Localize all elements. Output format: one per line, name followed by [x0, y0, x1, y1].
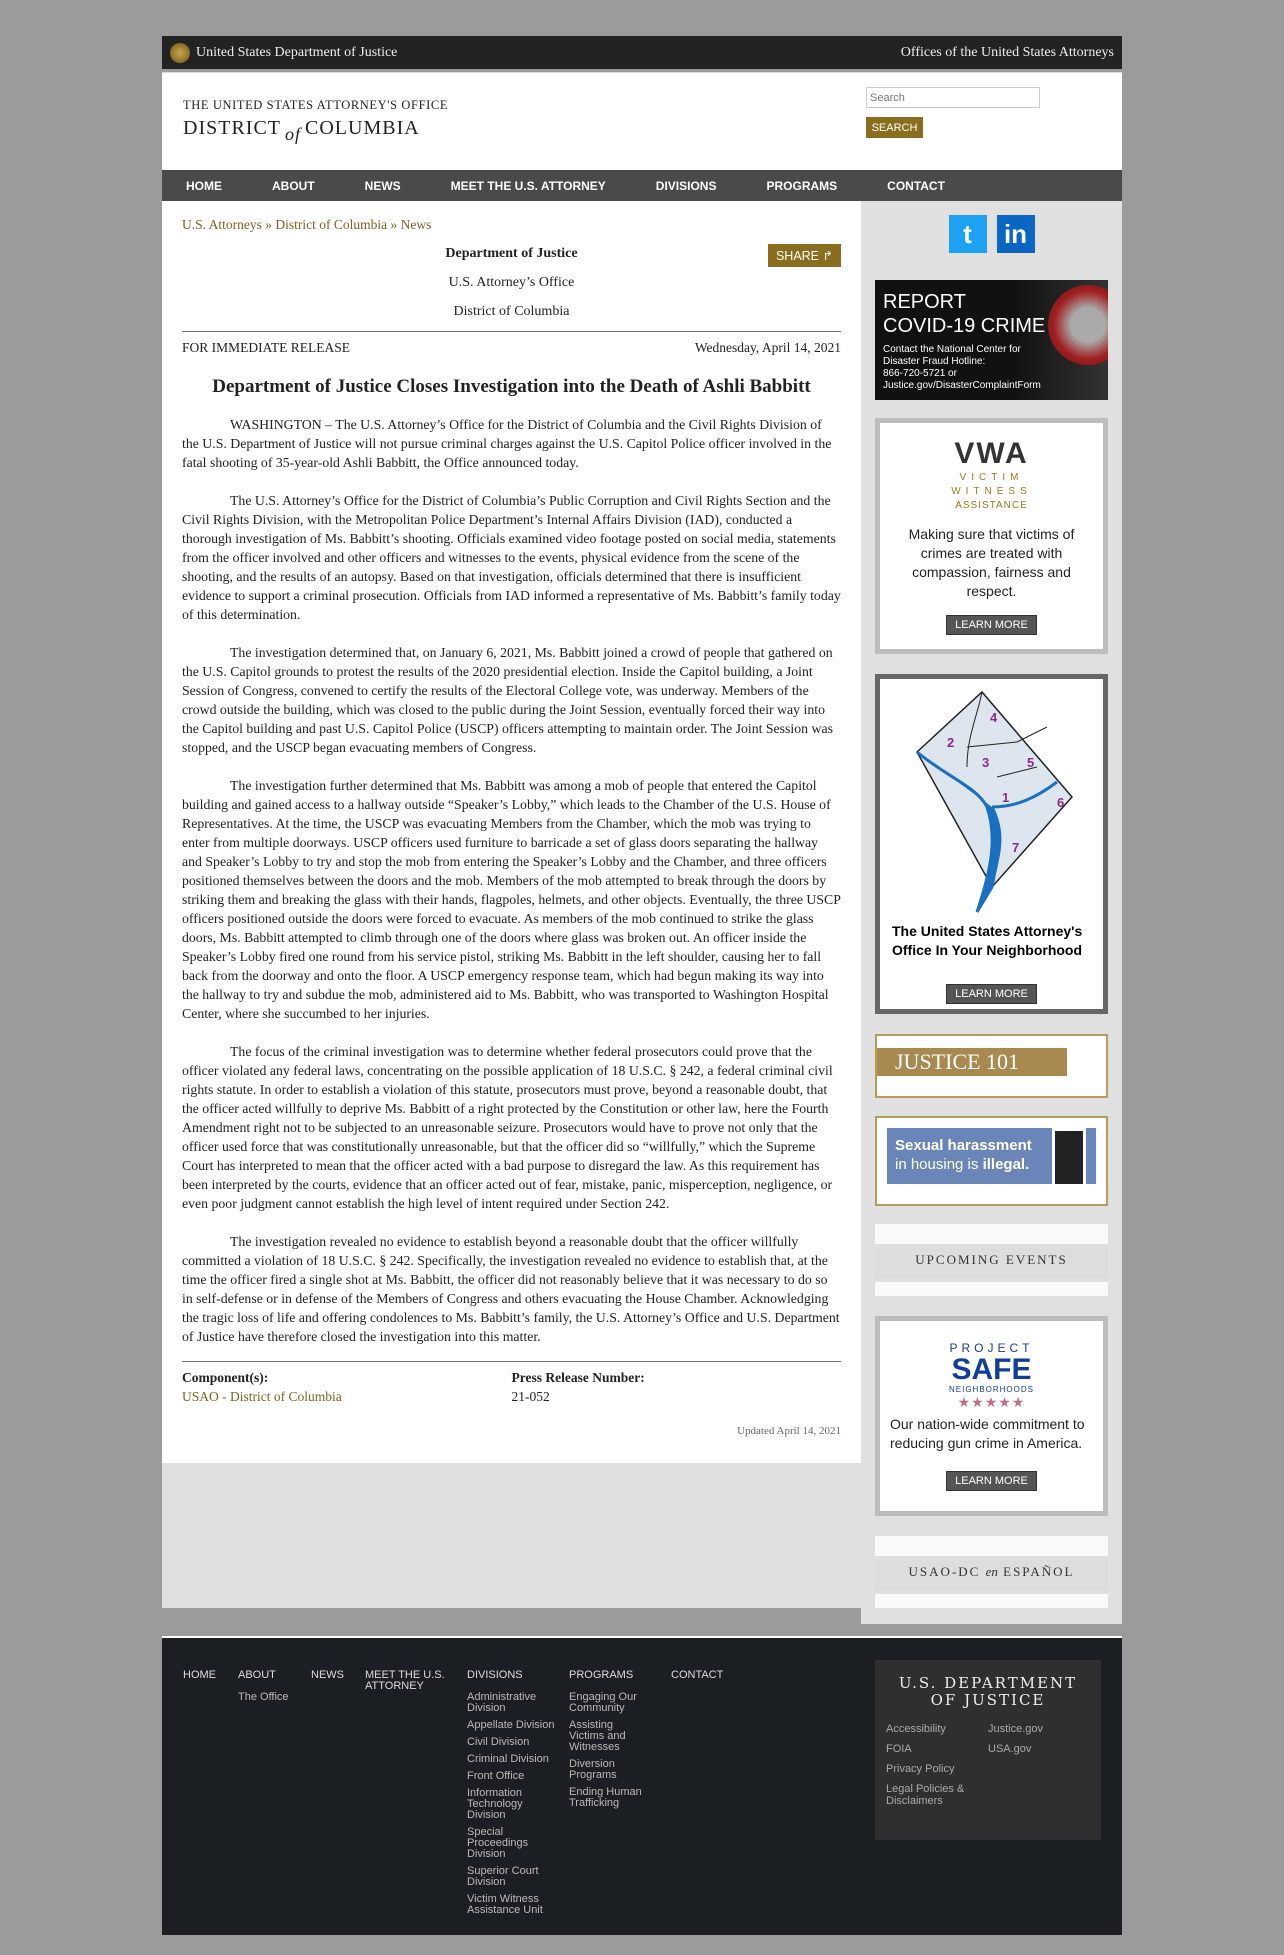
footer-meet-attorney[interactable]: MEET THE U.S. ATTORNEY	[365, 1669, 445, 1692]
ward-label: 5	[1026, 755, 1034, 770]
harassment-l2a: in housing is	[895, 1156, 983, 1173]
org-line1: Department of Justice	[445, 246, 578, 261]
footer-privacy[interactable]: Privacy Policy	[886, 1763, 955, 1775]
doj-top-bar	[162, 36, 1122, 72]
espanol-b: en	[985, 1564, 998, 1579]
release-type: FOR IMMEDIATE RELEASE	[182, 340, 350, 355]
footer-link[interactable]: Appellate Division	[467, 1719, 555, 1731]
divider	[182, 331, 841, 332]
footer-divisions[interactable]: DIVISIONS	[467, 1669, 523, 1681]
psn-learn-more-button[interactable]: LEARN MORE	[946, 1471, 1037, 1491]
nav-programs[interactable]: PROGRAMS	[766, 178, 838, 193]
doj-footer-box	[875, 1660, 1101, 1840]
nav-contact[interactable]: CONTACT	[887, 178, 945, 193]
vwa-l3: ASSISTANCE	[955, 500, 1028, 511]
neighborhood-learn-more-button[interactable]: LEARN MORE	[946, 984, 1037, 1004]
body-paragraph: The U.S. Attorney’s Office for the District of Columbia’s Public Corruption and Civil Rights Section and the Civil Rights Division, with the Metropolitan Police Department’s Internal Affairs Division (IAD), conducted a thorough investigation of Ms. Babbitt’s shooting. Officials examined video footage posted on social media, statements from the officer involved and other officers and witnesses to the events, physical evidence from the scene of the shooting, and the results of an autopsy. Based on that investigation, officials determined that there is insufficient evidence to support a criminal prosecution. Officials from IAD informed a representative of Ms. Babbitt’s family today of this determination.	[182, 493, 841, 622]
breadcrumb-us-attorneys[interactable]: U.S. Attorneys	[182, 217, 262, 232]
doj-seal-icon	[170, 43, 190, 63]
footer-link[interactable]: Information Technology Division	[467, 1787, 523, 1821]
component-link[interactable]: USAO - District of Columbia	[182, 1389, 342, 1404]
covid-title2: COVID-19 CRIME	[883, 315, 1046, 337]
ward-label: 6	[1056, 795, 1064, 810]
psn-l1: PROJECT	[949, 1341, 1034, 1355]
footer-link[interactable]: Special Proceedings Division	[467, 1826, 529, 1860]
logo-of: of	[285, 124, 302, 144]
ward-label: 7	[1011, 840, 1019, 855]
body-paragraph: The focus of the criminal investigation was to determine whether federal prosecutors could prove that the officer violated any federal laws, concentrating on the possible application of 18 U.S.C. § 242, a federal criminal civil rights statute. In order to establish a violation of this statute, prosecutors must prove, beyond a reasonable doubt, that the officer acted willfully to deprive Ms. Babbitt of a right protected by the Constitution or other law, here the Fourth Amendment right not to be subjected to an unreasonable seizure. Prosecutors would have to prove not only that the officer used force that was constitutionally unreasonable, but that the officer did so “willfully,” which the Supreme Court has interpreted to mean that the officer acted with a bad purpose to disregard the law. As this requirement has been interpreted by the courts, evidence that an officer acted out of fear, mistake, panic, misperception, negligence, or even poor judgment cannot establish the high level of intent required under Section 242.	[182, 1044, 833, 1211]
psn-l3: NEIGHBORHOODS	[948, 1385, 1034, 1394]
doj-title: United States Department of Justice	[196, 44, 398, 60]
covid-text: Contact the National Center for Disaster Fraud Hotline:	[883, 344, 1021, 367]
footer-usa-gov[interactable]: USA.gov	[988, 1743, 1032, 1755]
footer-justice-gov[interactable]: Justice.gov	[988, 1723, 1044, 1735]
vwa-l2: WITNESS	[951, 486, 1032, 497]
breadcrumb: U.S. Attorneys » District of Columbia » News	[182, 217, 432, 232]
espanol-a: USAO-DC	[908, 1564, 981, 1579]
covid-crime-banner[interactable]	[875, 280, 1108, 400]
justice-101-label: JUSTICE 101	[877, 1048, 1067, 1076]
ward-label: 1	[1001, 790, 1009, 805]
footer-foia[interactable]: FOIA	[886, 1743, 912, 1755]
site-logo-line2[interactable]	[183, 117, 420, 144]
doj-footer-title: U.S. DEPARTMENT OF JUSTICE	[898, 1674, 1078, 1709]
body-paragraph: WASHINGTON – The U.S. Attorney’s Office for the District of Columbia and the Civil Rights Division of the U.S. Department of Justice will not pursue criminal charges against the U.S. Capitol Police officer involved in the fatal shooting of 35-year-old Ashli Babbitt, the Office announced today.	[182, 417, 832, 470]
page-title: Department of Justice Closes Investigation into the Death of Ashli Babbitt	[212, 376, 811, 397]
justice-101-banner[interactable]	[875, 1034, 1108, 1098]
covid-url: Justice.gov/DisasterComplaintForm	[883, 380, 1041, 391]
issuing-office	[182, 244, 841, 321]
vwa-learn-more-button[interactable]: LEARN MORE	[946, 615, 1037, 635]
share-label: SHARE	[775, 249, 820, 263]
footer-link[interactable]: Superior Court Division	[467, 1865, 539, 1888]
footer-contact[interactable]: CONTACT	[671, 1669, 724, 1681]
footer-link[interactable]: The Office	[238, 1691, 289, 1703]
body-paragraph: The investigation determined that, on January 6, 2021, Ms. Babbitt joined a crowd of people that gathered on the U.S. Capitol grounds to protest the results of the 2020 presidential election. Inside the Capitol building, a Joint Session of Congress, convened to certify the results of the Electoral College vote, was underway. Members of the crowd outside the building, which was closed to the public during the Joint Session, eventually forced their way into the Capitol building and past U.S. Capitol Police (USCP) officers attempting to maintain order. The Joint Session was stopped, and the USCP began evacuating members of Congress.	[182, 645, 833, 755]
twitter-icon[interactable]: t	[949, 215, 987, 253]
footer	[162, 1636, 1122, 1935]
ward-label: 4	[989, 710, 997, 725]
footer-link[interactable]: Civil Division	[467, 1736, 530, 1748]
footer-news[interactable]: NEWS	[311, 1669, 344, 1681]
body-paragraph: The investigation revealed no evidence to establish beyond a reasonable doubt that the officer willfully committed a violation of 18 U.S.C. § 242. Specifically, the investigation revealed no evidence to establish that, at the time the officer fired a single shot at Ms. Babbitt, the officer did not reasonably believe that it was necessary to do so in self-defense or in defense of the Members of Congress and others evacuating the House Chamber. Acknowledging the tragic loss of life and offering condolences to Ms. Babbitt’s family, the U.S. Attorney’s Office and U.S. Department of Justice have therefore closed the investigation into this matter.	[182, 1234, 840, 1344]
harassment-banner[interactable]	[875, 1116, 1108, 1206]
release-date: Wednesday, April 14, 2021	[694, 340, 841, 355]
breadcrumb-dc[interactable]: District of Columbia	[275, 217, 388, 232]
psn-l2: SAFE	[951, 1353, 1032, 1386]
linkedin-icon[interactable]: in	[997, 215, 1035, 253]
divider	[182, 1361, 841, 1362]
espanol-c: ESPAÑOL	[1003, 1564, 1075, 1579]
footer-link[interactable]: Ending Human Trafficking	[569, 1786, 642, 1809]
share-arrow-icon: ↱	[822, 249, 833, 263]
nav-home[interactable]: HOME	[186, 178, 222, 193]
upcoming-events-label: UPCOMING EVENTS	[915, 1252, 1068, 1267]
covid-phone: 866-720-5721 or	[883, 368, 957, 379]
nav-divisions[interactable]: DIVISIONS	[655, 178, 717, 193]
vwa-text: Making sure that victims of crimes are treated with compassion, fairness and respect.	[908, 526, 1075, 599]
article	[162, 201, 861, 1463]
breadcrumb-news[interactable]: News	[400, 217, 432, 232]
vwa-box	[875, 418, 1108, 654]
share-button[interactable]	[768, 244, 841, 267]
main-nav	[162, 170, 1122, 201]
footer-link[interactable]: Victim Witness Assistance Unit	[467, 1893, 543, 1916]
org-line3: District of Columbia	[453, 304, 570, 319]
logo-columbia: COLUMBIA	[305, 117, 420, 139]
body-paragraph: The investigation further determined that Ms. Babbitt was among a mob of people that entered the Capitol building and gained access to a hallway outside “Speaker’s Lobby,” which leads to the Chamber of the U.S. House of Representatives. At the time, the USCP was evacuating Members from the Chamber, which the mob was trying to enter from multiple doorways. USCP officers used furniture to barricade a set of glass doors separating the hallway and Speaker’s Lobby to try and stop the mob from entering the Speaker’s Lobby and the Chamber, and three officers positioned themselves between the doors and the mob. Members of the mob attempted to break through the doors by striking them and breaking the glass with their hands, flagpoles, helmets, and other objects. Eventually, the three USCP officers positioned outside the doors were forced to evacuate. As members of the mob continued to strike the glass doors, Ms. Babbitt attempted to climb through one of the doors where glass was broken out. An officer inside the Speaker’s Lobby fired one round from his service pistol, striking Ms. Babbitt in the left shoulder, causing her to fall back from the doorway and onto the floor. A USCP emergency response team, which had begun making its way into the hallway to try and subdue the mob, administered aid to Ms. Babbitt, who was transported to Washington Hospital Center, where she succumbed to her injuries.	[182, 778, 841, 1021]
nav-meet-attorney[interactable]: MEET THE U.S. ATTORNEY	[450, 178, 606, 193]
content-spacer	[162, 1463, 861, 1608]
harassment-l1: Sexual harassment	[895, 1137, 1032, 1154]
prn-label: Press Release Number:	[511, 1370, 645, 1385]
release-meta	[182, 1368, 841, 1406]
footer-home[interactable]: HOME	[183, 1669, 216, 1681]
covid-title1: REPORT	[883, 291, 966, 313]
org-line2: U.S. Attorney’s Office	[448, 275, 575, 290]
harassment-l2b: illegal.	[982, 1156, 1030, 1173]
footer-link[interactable]: Administrative Division	[467, 1691, 537, 1714]
footer-legal[interactable]: Legal Policies & Disclaimers	[886, 1783, 965, 1807]
footer-link[interactable]: Diversion Programs	[569, 1758, 617, 1781]
upcoming-events-link[interactable]	[875, 1224, 1108, 1296]
neighborhood-box	[875, 674, 1108, 1014]
footer-programs[interactable]: PROGRAMS	[569, 1669, 634, 1681]
logo-district: DISTRICT	[183, 117, 281, 139]
prn-value: 21-052	[511, 1389, 550, 1404]
nav-about[interactable]: ABOUT	[272, 178, 315, 193]
usao-link[interactable]: Offices of the United States Attorneys	[900, 44, 1114, 60]
psn-text: Our nation-wide commitment to reducing gun crime in America.	[890, 1416, 1085, 1451]
site-logo-line1[interactable]: THE UNITED STATES ATTORNEY'S OFFICE	[183, 98, 449, 112]
door-icon	[1052, 1128, 1086, 1184]
nav-news[interactable]: NEWS	[364, 178, 401, 193]
star-icons: ★★★★★	[957, 1394, 1026, 1410]
footer-link[interactable]: Front Office	[467, 1770, 525, 1782]
components-label: Component(s):	[182, 1370, 269, 1385]
updated-date: Updated April 14, 2021	[737, 1425, 841, 1437]
ward-label: 3	[981, 755, 989, 770]
ward-label: 2	[946, 735, 954, 750]
espanol-link[interactable]	[875, 1536, 1108, 1608]
search-input[interactable]	[866, 87, 1040, 108]
vwa-l1: VICTIM	[959, 472, 1024, 483]
neighborhood-text: The United States Attorney's Office In Your Neighborhood	[892, 923, 1083, 958]
footer-accessibility[interactable]: Accessibility	[886, 1723, 946, 1735]
psn-box	[875, 1316, 1108, 1516]
footer-link[interactable]: Criminal Division	[467, 1753, 549, 1765]
sidebar	[861, 201, 1122, 1624]
doj-home-link[interactable]	[170, 43, 397, 63]
dc-wards-map	[897, 687, 1087, 917]
vwa-logo: VWA	[954, 437, 1029, 470]
footer-link[interactable]: Engaging Our Community	[569, 1691, 637, 1714]
footer-link[interactable]: Assisting Victims and Witnesses	[569, 1719, 626, 1753]
search-button[interactable]: SEARCH	[866, 117, 923, 138]
footer-about[interactable]: ABOUT	[238, 1669, 276, 1681]
site-header	[162, 72, 1122, 170]
